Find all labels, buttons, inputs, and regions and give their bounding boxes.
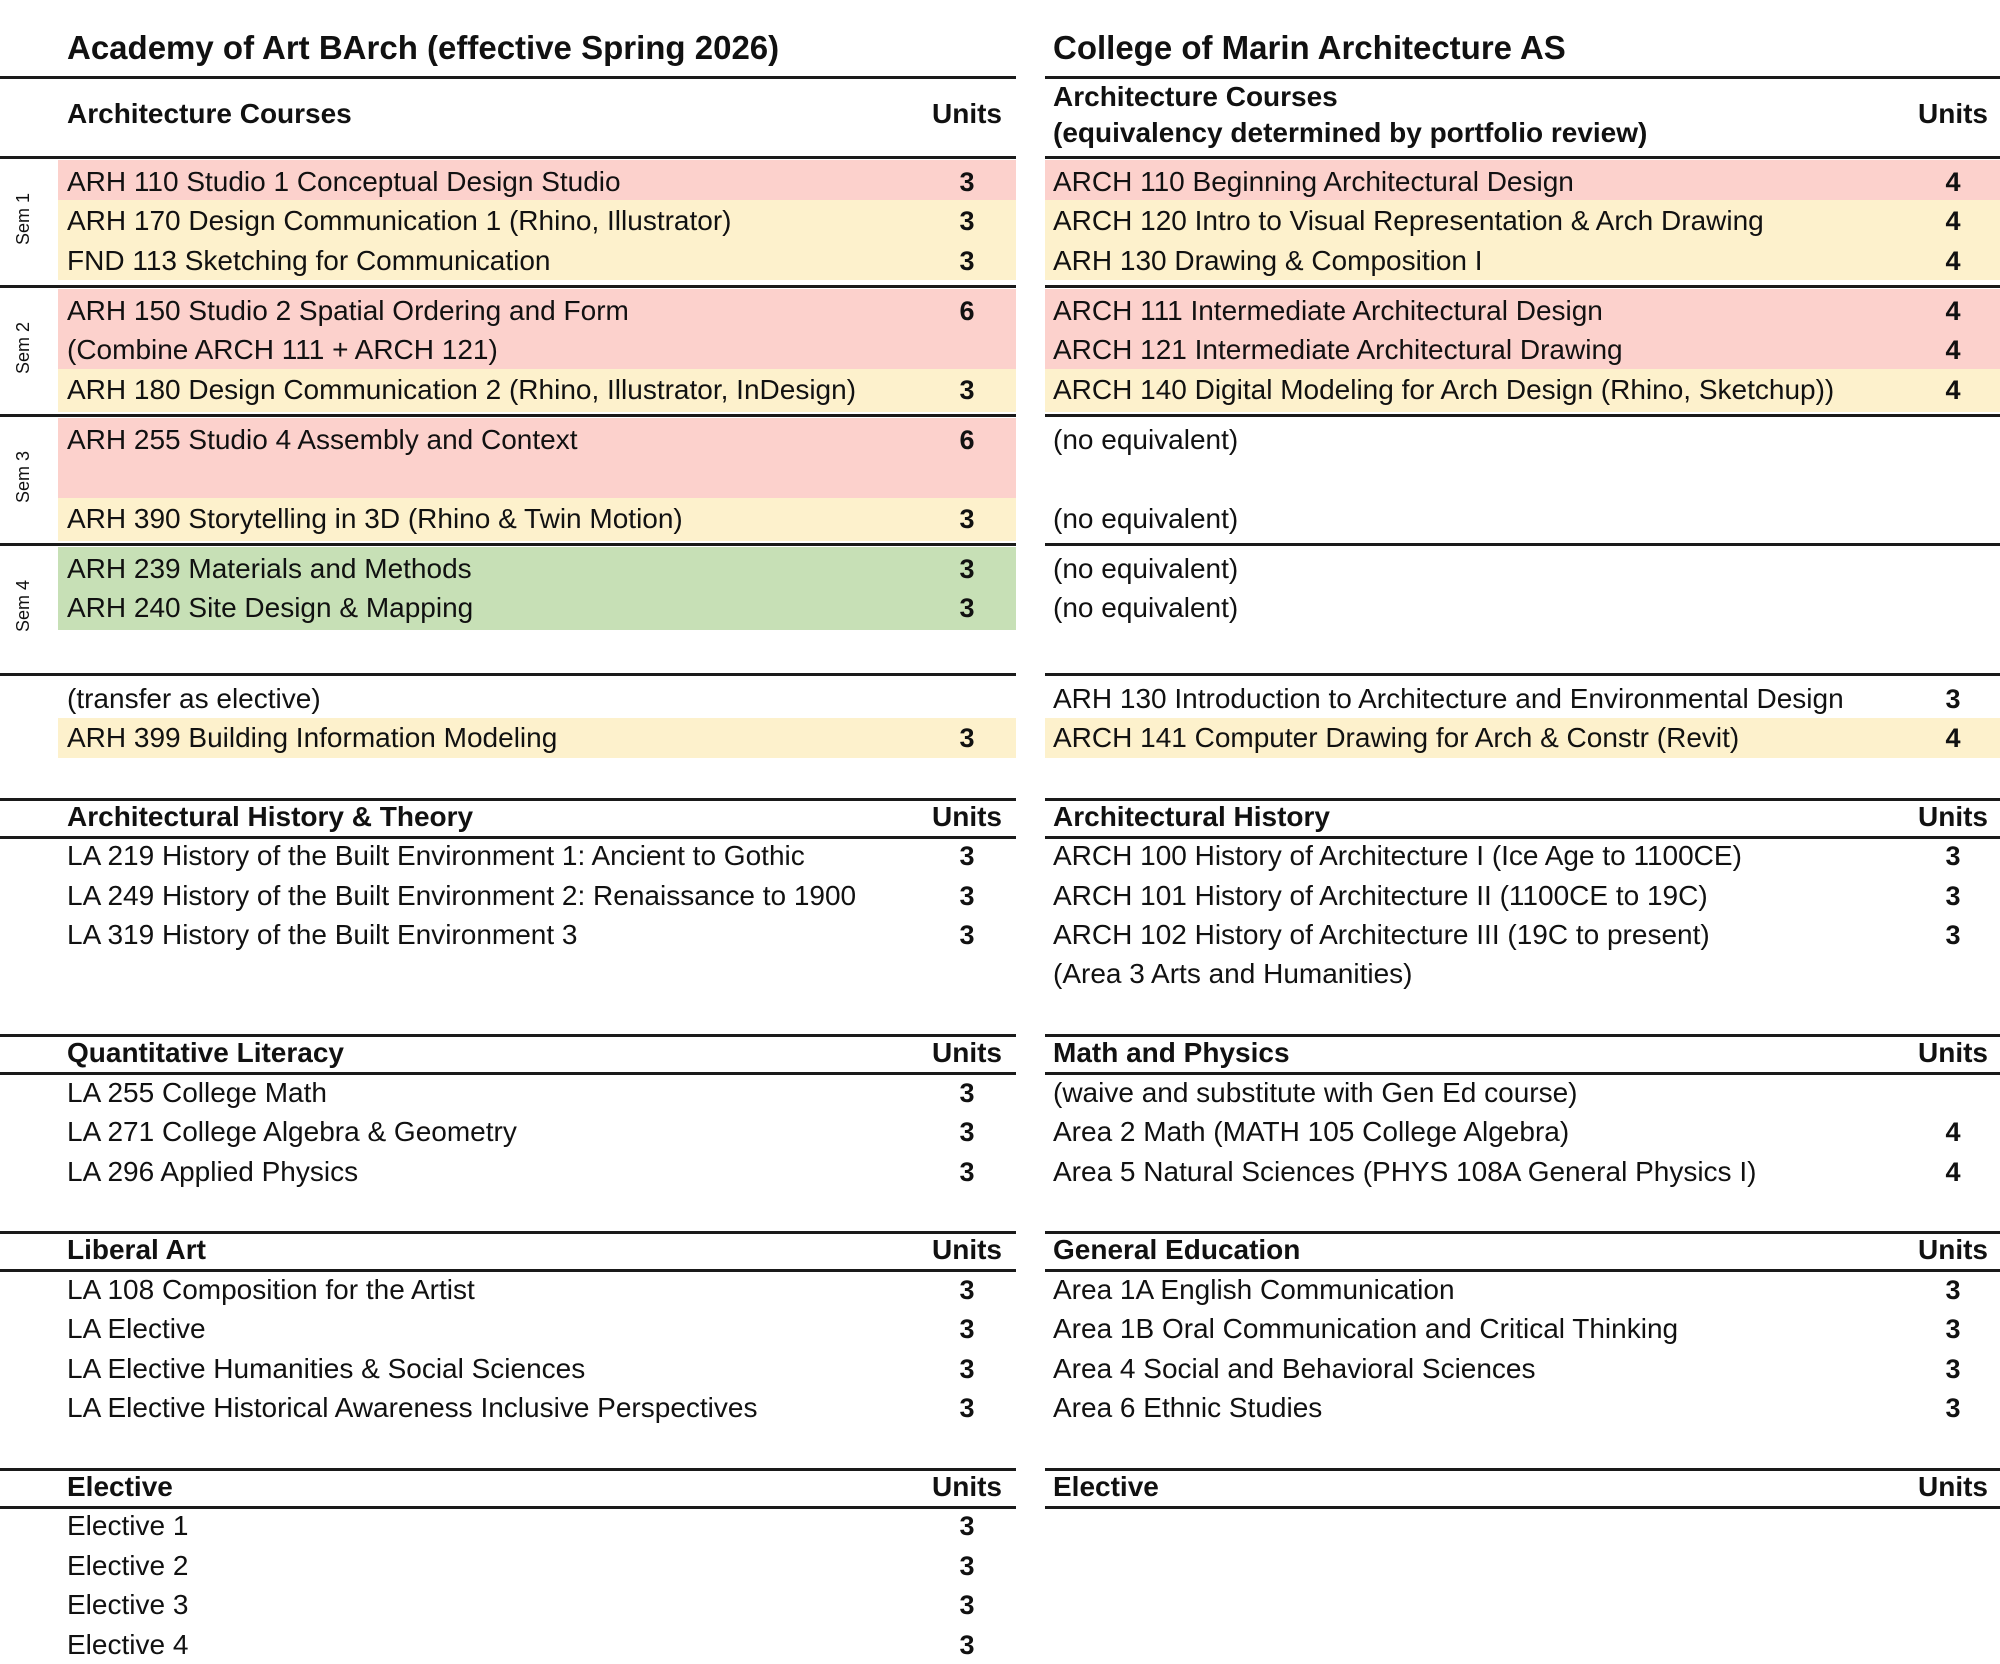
course-name: Area 2 Math (MATH 105 College Algebra) (1053, 1116, 1570, 1147)
course-units: 3 (959, 593, 975, 623)
course-name: ARCH 102 History of Architecture III (19C to present) (1053, 919, 1710, 950)
course-name: ARH 170 Design Communication 1 (Rhino, Illustrator) (67, 205, 732, 236)
course-units: 3 (959, 1551, 975, 1581)
course-name: ARCH 120 Intro to Visual Representation & Arch Drawing (1053, 205, 1764, 236)
no-equivalent: (no equivalent) (1053, 553, 1239, 584)
course-name: LA Elective (67, 1313, 206, 1344)
divider (1045, 1468, 2000, 1471)
course-name: LA Elective Historical Awareness Inclusive Perspectives (67, 1392, 758, 1423)
quant-header: Quantitative Literacy (67, 1037, 344, 1068)
semester-label: Sem 2 (13, 321, 33, 375)
course-units: 4 (1945, 296, 1961, 326)
divider (0, 76, 1016, 79)
liberal-art-header: Liberal Art (67, 1234, 206, 1265)
course-units: 4 (1945, 167, 1961, 197)
divider (1045, 1072, 2000, 1075)
course-name: LA 271 College Algebra & Geometry (67, 1116, 517, 1147)
course-units: 3 (1945, 841, 1961, 871)
no-equivalent: (no equivalent) (1053, 503, 1239, 534)
course-units: 3 (959, 920, 975, 950)
course-units: 3 (1945, 1354, 1961, 1384)
course-name: ARH 240 Site Design & Mapping (67, 592, 474, 623)
course-name: LA 296 Applied Physics (67, 1156, 359, 1187)
course-units: 4 (1945, 1117, 1961, 1147)
course-units: 3 (959, 1354, 975, 1384)
course-units: 4 (1945, 723, 1961, 753)
course-name: FND 113 Sketching for Communication (67, 245, 551, 276)
course-name: Area 5 Natural Sciences (PHYS 108A General Physics I) (1053, 1156, 1757, 1187)
no-equivalent: (no equivalent) (1053, 424, 1239, 455)
course-units: 3 (959, 841, 975, 871)
divider (1045, 76, 2000, 79)
elective-header: Elective (1053, 1471, 1159, 1502)
course-name: Elective 3 (67, 1589, 189, 1620)
course-units: 6 (959, 425, 975, 455)
course-units: 3 (959, 1117, 975, 1147)
history-header: Architectural History & Theory (67, 801, 474, 832)
course-units: 3 (959, 554, 975, 584)
arch-courses-header: Architecture Courses (1053, 81, 1338, 112)
right-title: College of Marin Architecture AS (1053, 29, 1566, 66)
course-name: ARH 110 Studio 1 Conceptual Design Studio (67, 166, 621, 197)
course-name: ARH 130 Drawing & Composition I (1053, 245, 1483, 276)
units-header: Units (1918, 801, 1988, 832)
arch-courses-subheader: (equivalency determined by portfolio review) (1053, 117, 1648, 148)
course-name: LA Elective Humanities & Social Sciences (67, 1353, 586, 1384)
divider (0, 285, 1016, 288)
course-units: 3 (959, 167, 975, 197)
course-units: 3 (1945, 1275, 1961, 1305)
course-note: (Combine ARCH 111 + ARCH 121) (67, 334, 498, 365)
course-units: 3 (959, 723, 975, 753)
course-units: 3 (959, 206, 975, 236)
semester-label: Sem 3 (13, 450, 33, 504)
divider (1045, 673, 2000, 676)
course-units: 3 (959, 1157, 975, 1187)
course-units: 3 (1945, 881, 1961, 911)
course-name: ARCH 121 Intermediate Architectural Drawing (1053, 334, 1623, 365)
course-units: 3 (1945, 1393, 1961, 1423)
course-units: 4 (1945, 1157, 1961, 1187)
course-units: 3 (959, 1630, 975, 1660)
units-header: Units (932, 1234, 1002, 1265)
divider (1045, 285, 2000, 288)
course-name: ARH 180 Design Communication 2 (Rhino, Illustrator, InDesign) (67, 374, 857, 405)
course-name: Area 1B Oral Communication and Critical Thinking (1053, 1313, 1679, 1344)
arch-courses-header: Architecture Courses (67, 98, 352, 129)
divider (0, 1072, 1016, 1075)
no-equivalent: (no equivalent) (1053, 592, 1239, 623)
course-name: ARH 390 Storytelling in 3D (Rhino & Twin Motion) (67, 503, 683, 534)
divider (1045, 1269, 2000, 1272)
course-name: ARCH 141 Computer Drawing for Arch & Constr (Revit) (1053, 722, 1740, 753)
course-units: 3 (1945, 1314, 1961, 1344)
course-units: 3 (1945, 684, 1961, 714)
units-header: Units (932, 98, 1002, 129)
course-name: ARCH 110 Beginning Architectural Design (1053, 166, 1574, 197)
course-units: 3 (959, 375, 975, 405)
transfer-note: (transfer as elective) (67, 683, 321, 714)
course-name: ARCH 140 Digital Modeling for Arch Design (Rhino, Sketchup)) (1053, 374, 1835, 405)
course-name: ARH 399 Building Information Modeling (67, 722, 558, 753)
divider (1045, 414, 2000, 417)
units-header: Units (1918, 98, 1988, 129)
course-name: ARCH 101 History of Architecture II (1100CE to 19C) (1053, 880, 1708, 911)
course-note: (waive and substitute with Gen Ed course) (1053, 1077, 1578, 1108)
course-units: 6 (959, 296, 975, 326)
units-header: Units (932, 1037, 1002, 1068)
course-name: ARH 150 Studio 2 Spatial Ordering and Form (67, 295, 629, 326)
course-name: ARCH 111 Intermediate Architectural Design (1053, 295, 1603, 326)
divider (0, 156, 1016, 159)
elective-header: Elective (67, 1471, 173, 1502)
course-name: LA 108 Composition for the Artist (67, 1274, 475, 1305)
course-name: ARCH 100 History of Architecture I (Ice Age to 1100CE) (1053, 840, 1742, 871)
general-education-header: General Education (1053, 1234, 1301, 1265)
course-units: 3 (1945, 920, 1961, 950)
course-name: Area 4 Social and Behavioral Sciences (1053, 1353, 1536, 1384)
course-units: 3 (959, 1590, 975, 1620)
divider (0, 543, 1016, 546)
divider (1045, 1506, 2000, 1509)
course-units: 4 (1945, 206, 1961, 236)
units-header: Units (1918, 1037, 1988, 1068)
divider (1045, 156, 2000, 159)
units-header: Units (1918, 1234, 1988, 1265)
divider (1045, 543, 2000, 546)
semester-label: Sem 4 (13, 579, 33, 633)
divider (0, 673, 1016, 676)
course-units: 3 (959, 1314, 975, 1344)
course-units: 3 (959, 1078, 975, 1108)
course-units: 4 (1945, 246, 1961, 276)
left-title: Academy of Art BArch (effective Spring 2026) (67, 29, 780, 66)
semester-label: Sem 1 (13, 192, 33, 246)
course-name: ARH 239 Materials and Methods (67, 553, 472, 584)
math-physics-header: Math and Physics (1053, 1037, 1290, 1068)
course-note: (Area 3 Arts and Humanities) (1053, 958, 1413, 989)
course-units: 4 (1945, 335, 1961, 365)
units-header: Units (932, 1471, 1002, 1502)
course-units: 3 (959, 1511, 975, 1541)
divider (0, 1269, 1016, 1272)
course-name: ARH 130 Introduction to Architecture and Environmental Design (1053, 683, 1844, 714)
course-name: Elective 2 (67, 1550, 189, 1581)
course-units: 4 (1945, 375, 1961, 405)
course-name: Elective 1 (67, 1510, 189, 1541)
course-name: ARH 255 Studio 4 Assembly and Context (67, 424, 578, 455)
course-name: Area 1A English Communication (1053, 1274, 1455, 1305)
course-name: Area 6 Ethnic Studies (1053, 1392, 1323, 1423)
course-name: LA 249 History of the Built Environment 2: Renaissance to 1900 (67, 880, 857, 911)
course-units: 3 (959, 881, 975, 911)
history-header: Architectural History (1053, 801, 1330, 832)
course-name: LA 219 History of the Built Environment 1: Ancient to Gothic (67, 840, 805, 871)
course-units: 3 (959, 1275, 975, 1305)
course-name: LA 319 History of the Built Environment 3 (67, 919, 578, 950)
course-name: Elective 4 (67, 1629, 189, 1660)
course-units: 3 (959, 246, 975, 276)
units-header: Units (932, 801, 1002, 832)
course-name: LA 255 College Math (67, 1077, 327, 1108)
divider (0, 414, 1016, 417)
course-units: 3 (959, 504, 975, 534)
units-header: Units (1918, 1471, 1988, 1502)
course-units: 3 (959, 1393, 975, 1423)
